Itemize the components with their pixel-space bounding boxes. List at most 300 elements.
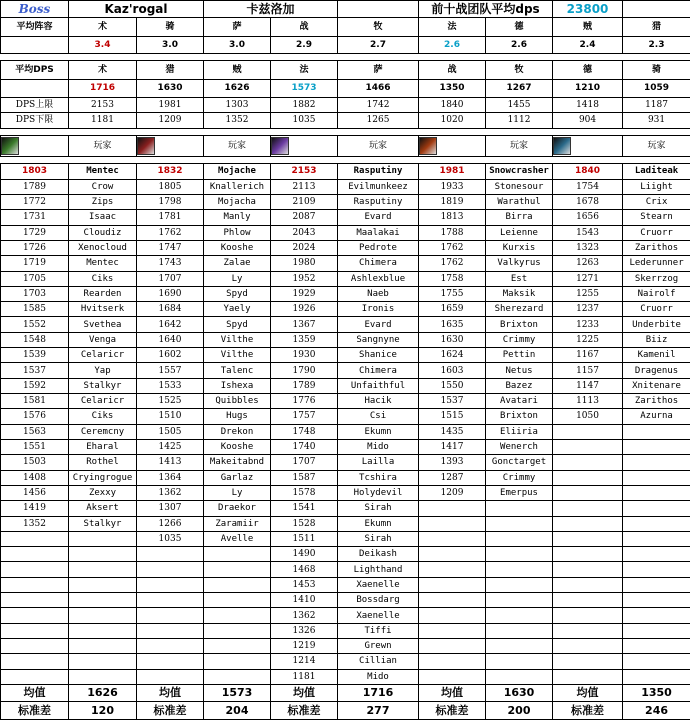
player-dps: 2087 xyxy=(271,210,338,225)
empty-cell xyxy=(419,577,486,592)
player-dps: 1364 xyxy=(137,470,204,485)
player-dps: 1219 xyxy=(271,639,338,654)
player-dps: 1456 xyxy=(1,485,69,500)
empty-cell xyxy=(419,639,486,654)
player-dps: 1359 xyxy=(271,332,338,347)
player-name: Xaenelle xyxy=(338,577,419,592)
player-dps: 1255 xyxy=(553,286,623,301)
player-name: Kamenil xyxy=(623,348,690,363)
hunter-icon xyxy=(137,137,155,155)
empty-cell xyxy=(486,669,553,684)
player-name: Est xyxy=(486,271,553,286)
spacer xyxy=(419,54,486,61)
empty-cell xyxy=(623,516,690,531)
dps-lower-value: 1020 xyxy=(419,113,486,128)
comp-value: 2.6 xyxy=(419,36,486,53)
player-name: Mido xyxy=(338,439,419,454)
empty-cell xyxy=(623,1,690,18)
dps-upper-value: 1187 xyxy=(623,97,690,112)
hunter-icon xyxy=(137,135,204,156)
player-name: Manly xyxy=(204,210,271,225)
player-name: Tcshira xyxy=(338,470,419,485)
player-dps: 1525 xyxy=(137,394,204,409)
empty-cell xyxy=(553,623,623,638)
avg-value: 1350 xyxy=(623,684,690,701)
empty-cell xyxy=(1,669,69,684)
player-name: Knallerich xyxy=(204,179,271,194)
player-name: Bazez xyxy=(486,378,553,393)
spacer xyxy=(69,157,137,164)
comp-class: 德 xyxy=(486,18,553,36)
empty-cell xyxy=(1,547,69,562)
player-name: Holydevil xyxy=(338,485,419,500)
player-dps: 1413 xyxy=(137,455,204,470)
top-dps-value: 1803 xyxy=(1,164,69,179)
player-dps: 1790 xyxy=(271,363,338,378)
player-name: Chimera xyxy=(338,363,419,378)
player-name: Avatari xyxy=(486,394,553,409)
dps-value: 1350 xyxy=(419,79,486,97)
spacer xyxy=(69,128,137,135)
empty-cell xyxy=(623,593,690,608)
player-dps: 1266 xyxy=(137,516,204,531)
empty-cell xyxy=(623,501,690,516)
empty-cell xyxy=(553,608,623,623)
spacer xyxy=(137,128,204,135)
player-dps: 1762 xyxy=(137,225,204,240)
player-name: Zips xyxy=(69,194,137,209)
empty-cell xyxy=(137,608,204,623)
empty-cell xyxy=(486,623,553,638)
spacer xyxy=(623,157,690,164)
player-dps: 1551 xyxy=(1,439,69,454)
player-dps: 1747 xyxy=(137,240,204,255)
dps-class: 法 xyxy=(271,61,338,79)
dps-upper-label: DPS上限 xyxy=(1,97,69,112)
empty-cell xyxy=(1,79,69,97)
player-dps: 1167 xyxy=(553,348,623,363)
empty-cell xyxy=(419,654,486,669)
boss-label: Boss xyxy=(1,1,69,18)
player-name: Aksert xyxy=(69,501,137,516)
player-name: Venga xyxy=(69,332,137,347)
player-dps: 1515 xyxy=(419,409,486,424)
comp-value: 2.7 xyxy=(338,36,419,53)
comp-class: 骑 xyxy=(137,18,204,36)
player-name: Stalkyr xyxy=(69,378,137,393)
empty-cell xyxy=(204,608,271,623)
empty-cell xyxy=(553,639,623,654)
player-name: Ekumn xyxy=(338,424,419,439)
player-name: Skerrzog xyxy=(623,271,690,286)
empty-cell xyxy=(69,608,137,623)
player-name: Quibbles xyxy=(204,394,271,409)
dps-value: 1267 xyxy=(486,79,553,97)
player-name: Draekor xyxy=(204,501,271,516)
spacer xyxy=(553,157,623,164)
spacer xyxy=(271,54,338,61)
player-dps: 1758 xyxy=(419,271,486,286)
player-name: Ironis xyxy=(338,302,419,317)
empty-cell xyxy=(553,593,623,608)
player-dps: 1781 xyxy=(137,210,204,225)
comp-class: 贼 xyxy=(553,18,623,36)
player-name: Zalae xyxy=(204,256,271,271)
player-dps: 1603 xyxy=(419,363,486,378)
player-name: Mentec xyxy=(69,256,137,271)
std-value: 277 xyxy=(338,702,419,720)
player-name: Evilmunkeez xyxy=(338,179,419,194)
player-dps: 1362 xyxy=(271,608,338,623)
empty-cell xyxy=(419,562,486,577)
player-name: Kurxis xyxy=(486,240,553,255)
spacer xyxy=(419,157,486,164)
dps-class: 猎 xyxy=(137,61,204,79)
player-name: Nairolf xyxy=(623,286,690,301)
guild-name-en: Kaz'rogal xyxy=(69,1,204,18)
empty-cell xyxy=(553,439,623,454)
spacer xyxy=(204,54,271,61)
comp-value: 2.3 xyxy=(623,36,690,53)
player-dps: 1659 xyxy=(419,302,486,317)
avg-label: 均值 xyxy=(271,684,338,701)
empty-cell xyxy=(486,547,553,562)
spacer xyxy=(271,128,338,135)
avg-value: 1626 xyxy=(69,684,137,701)
player-name: Vilthe xyxy=(204,332,271,347)
player-dps: 1417 xyxy=(419,439,486,454)
player-dps: 2024 xyxy=(271,240,338,255)
player-dps: 1707 xyxy=(271,455,338,470)
player-name: Ashlexblue xyxy=(338,271,419,286)
spacer xyxy=(338,54,419,61)
dps-lower-value: 1035 xyxy=(271,113,338,128)
player-dps: 1743 xyxy=(137,256,204,271)
empty-cell xyxy=(419,531,486,546)
dps-lower-value: 1112 xyxy=(486,113,553,128)
empty-cell xyxy=(69,531,137,546)
player-dps: 1557 xyxy=(137,363,204,378)
spacer xyxy=(486,54,553,61)
player-dps: 1772 xyxy=(1,194,69,209)
empty-cell xyxy=(69,654,137,669)
player-name: Naeb xyxy=(338,286,419,301)
player-dps: 1707 xyxy=(137,271,204,286)
player-name: Garlaz xyxy=(204,470,271,485)
player-dps: 1113 xyxy=(553,394,623,409)
player-name: Wenerch xyxy=(486,439,553,454)
player-name: Brixton xyxy=(486,317,553,332)
player-dps: 1755 xyxy=(419,286,486,301)
player-dps: 1563 xyxy=(1,424,69,439)
spacer xyxy=(137,54,204,61)
empty-cell xyxy=(486,531,553,546)
player-name: Birra xyxy=(486,210,553,225)
player-header: 玩家 xyxy=(204,135,271,156)
top10-label: 前十战团队平均dps xyxy=(419,1,553,18)
top-player-name: Mojache xyxy=(204,164,271,179)
player-dps: 1630 xyxy=(419,332,486,347)
std-value: 120 xyxy=(69,702,137,720)
empty-cell xyxy=(553,485,623,500)
player-name: Yap xyxy=(69,363,137,378)
spacer xyxy=(553,128,623,135)
player-name: Drekon xyxy=(204,424,271,439)
player-dps: 1813 xyxy=(419,210,486,225)
player-name: Evard xyxy=(338,210,419,225)
player-name: Zaramiir xyxy=(204,516,271,531)
player-name: Lederunner xyxy=(623,256,690,271)
dps-class: 术 xyxy=(69,61,137,79)
player-name: Ekumn xyxy=(338,516,419,531)
comp-value: 2.4 xyxy=(553,36,623,53)
player-dps: 1181 xyxy=(271,669,338,684)
player-name: Vilthe xyxy=(204,348,271,363)
player-name: Celaricr xyxy=(69,394,137,409)
player-name: Cillian xyxy=(338,654,419,669)
rogue-icon xyxy=(553,137,571,155)
empty-cell xyxy=(623,424,690,439)
player-dps: 1543 xyxy=(553,225,623,240)
player-dps: 1678 xyxy=(553,194,623,209)
player-dps: 1762 xyxy=(419,240,486,255)
player-name: Biiz xyxy=(623,332,690,347)
player-name: Eharal xyxy=(69,439,137,454)
player-dps: 1225 xyxy=(553,332,623,347)
player-name: Cruorr xyxy=(623,302,690,317)
player-dps: 1209 xyxy=(419,485,486,500)
comp-value: 2.6 xyxy=(486,36,553,53)
empty-cell xyxy=(553,455,623,470)
player-name: Yaely xyxy=(204,302,271,317)
player-name: Mido xyxy=(338,669,419,684)
player-dps: 1035 xyxy=(137,531,204,546)
empty-cell xyxy=(1,562,69,577)
empty-cell xyxy=(338,1,419,18)
player-name: Evard xyxy=(338,317,419,332)
empty-cell xyxy=(419,669,486,684)
std-label: 标准差 xyxy=(137,702,204,720)
player-name: Crimmy xyxy=(486,470,553,485)
empty-cell xyxy=(137,623,204,638)
player-dps: 2043 xyxy=(271,225,338,240)
empty-cell xyxy=(623,547,690,562)
empty-cell xyxy=(204,669,271,684)
player-dps: 1926 xyxy=(271,302,338,317)
player-dps: 1587 xyxy=(271,470,338,485)
player-dps: 1819 xyxy=(419,194,486,209)
comp-class: 术 xyxy=(69,18,137,36)
player-dps: 1425 xyxy=(137,439,204,454)
comp-class: 战 xyxy=(271,18,338,36)
std-value: 204 xyxy=(204,702,271,720)
spacer xyxy=(204,128,271,135)
player-name: Rearden xyxy=(69,286,137,301)
player-name: Ly xyxy=(204,271,271,286)
player-dps: 1287 xyxy=(419,470,486,485)
empty-cell xyxy=(553,669,623,684)
player-name: Maksik xyxy=(486,286,553,301)
player-name: Eliiria xyxy=(486,424,553,439)
player-dps: 1789 xyxy=(1,179,69,194)
spacer xyxy=(486,128,553,135)
dps-class: 萨 xyxy=(338,61,419,79)
player-dps: 1578 xyxy=(271,485,338,500)
player-name: Ishexa xyxy=(204,378,271,393)
player-dps: 1635 xyxy=(419,317,486,332)
empty-cell xyxy=(623,639,690,654)
player-dps: 1933 xyxy=(419,179,486,194)
empty-cell xyxy=(553,577,623,592)
dps-upper-value: 1981 xyxy=(137,97,204,112)
player-name: Liight xyxy=(623,179,690,194)
player-dps: 1980 xyxy=(271,256,338,271)
dps-lower-value: 1209 xyxy=(137,113,204,128)
empty-cell xyxy=(419,593,486,608)
player-name: Csi xyxy=(338,409,419,424)
spacer xyxy=(69,54,137,61)
std-label: 标准差 xyxy=(271,702,338,720)
top-player-name: Rasputiny xyxy=(338,164,419,179)
player-dps: 1729 xyxy=(1,225,69,240)
player-dps: 1505 xyxy=(137,424,204,439)
empty-cell xyxy=(486,654,553,669)
player-name: Deikash xyxy=(338,547,419,562)
comp-class: 萨 xyxy=(204,18,271,36)
empty-cell xyxy=(137,577,204,592)
player-name: Underbite xyxy=(623,317,690,332)
player-dps: 1776 xyxy=(271,394,338,409)
player-dps: 1690 xyxy=(137,286,204,301)
dps-class: 德 xyxy=(553,61,623,79)
player-name: Dragenus xyxy=(623,363,690,378)
dps-class: 战 xyxy=(419,61,486,79)
empty-cell xyxy=(137,547,204,562)
player-dps: 1537 xyxy=(1,363,69,378)
comp-value: 3.4 xyxy=(69,36,137,53)
player-dps: 1263 xyxy=(553,256,623,271)
player-name: Xenocloud xyxy=(69,240,137,255)
empty-cell xyxy=(623,485,690,500)
dps-value: 1466 xyxy=(338,79,419,97)
player-name: Stalkyr xyxy=(69,516,137,531)
player-name: Warathul xyxy=(486,194,553,209)
player-name: Tiffi xyxy=(338,623,419,638)
warlock-icon xyxy=(1,137,19,155)
player-dps: 1798 xyxy=(137,194,204,209)
dps-lower-value: 1181 xyxy=(69,113,137,128)
player-dps: 1539 xyxy=(1,348,69,363)
player-dps: 1624 xyxy=(419,348,486,363)
dps-lower-label: DPS下限 xyxy=(1,113,69,128)
avg-label: 均值 xyxy=(1,684,69,701)
empty-cell xyxy=(204,593,271,608)
player-name: Sherezard xyxy=(486,302,553,317)
player-dps: 1805 xyxy=(137,179,204,194)
comp-class: 法 xyxy=(419,18,486,36)
player-dps: 1511 xyxy=(271,531,338,546)
empty-cell xyxy=(553,501,623,516)
spacer xyxy=(137,157,204,164)
player-dps: 1326 xyxy=(271,623,338,638)
empty-cell xyxy=(623,654,690,669)
rogue-icon xyxy=(553,135,623,156)
player-dps: 1748 xyxy=(271,424,338,439)
player-name: Gonctarget xyxy=(486,455,553,470)
player-name: Rasputiny xyxy=(338,194,419,209)
player-name: Stonesour xyxy=(486,179,553,194)
avg-label: 均值 xyxy=(137,684,204,701)
player-header: 玩家 xyxy=(623,135,690,156)
empty-cell xyxy=(486,577,553,592)
player-dps: 1705 xyxy=(1,271,69,286)
empty-cell xyxy=(419,547,486,562)
dps-lower-value: 904 xyxy=(553,113,623,128)
player-name: Grewn xyxy=(338,639,419,654)
player-name: Ciks xyxy=(69,271,137,286)
player-dps: 1789 xyxy=(271,378,338,393)
empty-cell xyxy=(1,593,69,608)
player-dps: 1352 xyxy=(1,516,69,531)
player-dps: 2113 xyxy=(271,179,338,194)
empty-cell xyxy=(553,470,623,485)
dps-lower-value: 1352 xyxy=(204,113,271,128)
player-name: Isaac xyxy=(69,210,137,225)
player-name: Avelle xyxy=(204,531,271,546)
player-dps: 1533 xyxy=(137,378,204,393)
std-value: 246 xyxy=(623,702,690,720)
empty-cell xyxy=(204,547,271,562)
spacer xyxy=(1,54,69,61)
player-dps: 1762 xyxy=(419,256,486,271)
player-dps: 1952 xyxy=(271,271,338,286)
empty-cell xyxy=(419,623,486,638)
empty-cell xyxy=(1,623,69,638)
player-name: Cryingrogue xyxy=(69,470,137,485)
spacer xyxy=(623,54,690,61)
avg-label: 均值 xyxy=(553,684,623,701)
player-name: Talenc xyxy=(204,363,271,378)
mage-icon xyxy=(271,135,338,156)
avg-label: 均值 xyxy=(419,684,486,701)
empty-cell xyxy=(553,516,623,531)
spacer xyxy=(1,128,69,135)
empty-cell xyxy=(204,577,271,592)
player-dps: 1408 xyxy=(1,470,69,485)
player-name: Cruorr xyxy=(623,225,690,240)
player-dps: 1157 xyxy=(553,363,623,378)
empty-cell xyxy=(69,562,137,577)
empty-cell xyxy=(553,654,623,669)
player-name: Ciks xyxy=(69,409,137,424)
empty-cell xyxy=(553,531,623,546)
player-dps: 1541 xyxy=(271,501,338,516)
comp-class: 牧 xyxy=(338,18,419,36)
player-dps: 1490 xyxy=(271,547,338,562)
player-name: Rothel xyxy=(69,455,137,470)
empty-cell xyxy=(553,547,623,562)
comp-label: 平均阵容 xyxy=(1,18,69,36)
player-dps: 1684 xyxy=(137,302,204,317)
empty-cell xyxy=(1,654,69,669)
empty-cell xyxy=(69,623,137,638)
avg-value: 1716 xyxy=(338,684,419,701)
avg-value: 1573 xyxy=(204,684,271,701)
empty-cell xyxy=(204,562,271,577)
empty-cell xyxy=(1,577,69,592)
spacer xyxy=(204,157,271,164)
dps-value: 1059 xyxy=(623,79,690,97)
